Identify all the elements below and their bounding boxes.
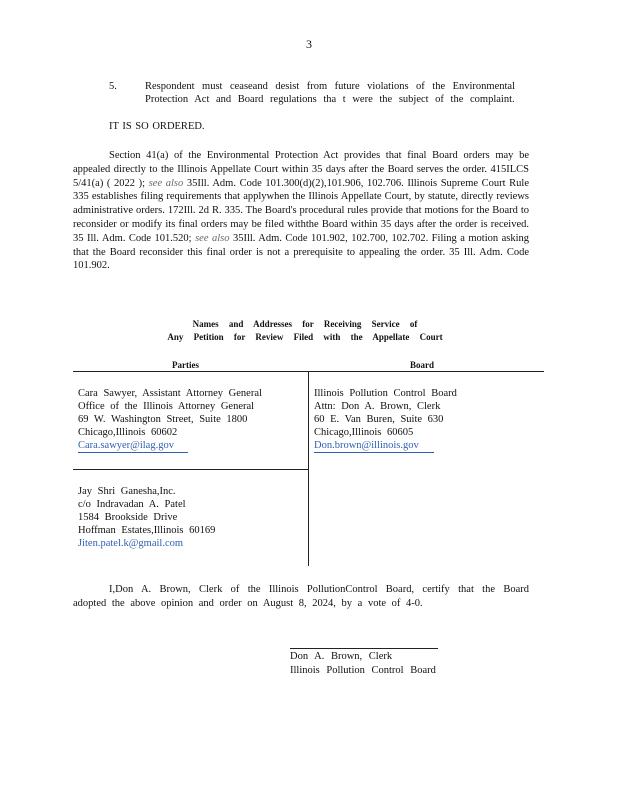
board-line-2: Attn: Don A. Brown, Clerk: [314, 401, 441, 412]
header-parties: Parties: [172, 360, 199, 370]
party2-line-1: Jay Shri Ganesha,Inc.: [78, 486, 176, 497]
signature-block: [290, 650, 436, 677]
board-email-link[interactable]: Don.brown@illinois.gov: [314, 439, 434, 453]
table-column-divider: [308, 372, 309, 566]
signature-name: Don A. Brown, Clerk: [290, 651, 393, 662]
see-also-1: see also: [148, 177, 184, 189]
page-number: 3: [306, 37, 312, 51]
order-item-line-2: Protection Act and Board regulations tha t were the subject of the complaint.: [145, 94, 515, 105]
appeal-paragraph-part-2: 35Ill. Adm. Code 101.300(d)(2),101.906, 102.706. Illinois Supreme Court Rule 335 establishes filing requirements that applywhen the Illinois Appellate Court, by statute, directly reviews administrative orders. 172Ill. 2d R. 335. The Board's procedural rules provide that motions for the Board to reconsider or modify its final orders may be filed withthe Board within 35 days after the order is received. 35 Ill. Adm. Code 101.520;: [73, 177, 530, 244]
order-item-line-1: Respondent must ceaseand desist from future violations of the Environmental: [145, 81, 515, 92]
party1-line-1: Cara Sawyer, Assistant Attorney General: [78, 388, 262, 399]
appeal-rights-paragraph: [73, 149, 529, 273]
party1-line-4: Chicago,Illinois 60602: [78, 427, 178, 438]
party1-line-3: 69 W. Washington Street, Suite 1800: [78, 414, 248, 425]
board-line-3: 60 E. Van Buren, Suite 630: [314, 414, 444, 425]
party-attorney-general-address: [78, 387, 262, 453]
party2-line-2: c/o Indravadan A. Patel: [78, 499, 186, 510]
signature-line: [290, 648, 438, 649]
header-board: Board: [410, 360, 435, 370]
see-also-2: see also: [195, 232, 230, 244]
clerk-certification: [73, 583, 529, 610]
service-title-line-1: Names and Addresses for Receiving Service of: [192, 319, 418, 329]
so-ordered-statement: IT IS SO ORDERED.: [109, 121, 205, 132]
service-table-title: [160, 318, 450, 344]
service-title-line-2: Any Petition for Review Filed with the Appellate Court: [167, 332, 443, 342]
certification-text: I,Don A. Brown, Clerk of the Illinois PollutionControl Board, certify that the Board adopted the above opinion and order on August 8, 2024, by a vote of 4-0.: [73, 584, 529, 609]
party2-line-3: 1584 Brookside Drive: [78, 512, 178, 523]
board-clerk-address: [314, 387, 457, 453]
order-item-number: 5.: [109, 81, 117, 92]
party1-email-link[interactable]: Cara.sawyer@ilag.gov: [78, 439, 188, 453]
appeal-paragraph-part-1: Section 41(a) of the Environmental Protection Act provides that final Board orders may be appealed directly to the Illinois Appellate Court within 35 days after the Board serves the order. 415ILCS 5/41(a) ( 2022 );: [73, 150, 529, 189]
party1-line-2: Office of the Illinois Attorney General: [78, 401, 255, 412]
party-respondent-address: [78, 485, 215, 550]
board-line-1: Illinois Pollution Control Board: [314, 388, 457, 399]
appeal-paragraph-part-3: 35Ill. Adm. Code 101.902, 102.700, 102.702. Filing a motion asking that the Board reconsider this final order is not a prerequisite to appealing the order. 35 Ill. Adm. Code 101.902.: [73, 232, 530, 272]
board-line-4: Chicago,Illinois 60605: [314, 427, 414, 438]
party2-line-4: Hoffman Estates,Illinois 60169: [78, 525, 216, 536]
table-row-divider: [73, 469, 308, 470]
party2-email-link[interactable]: Jiten.patel.k@gmail.com: [78, 538, 184, 549]
signature-title: Illinois Pollution Control Board: [290, 664, 436, 676]
